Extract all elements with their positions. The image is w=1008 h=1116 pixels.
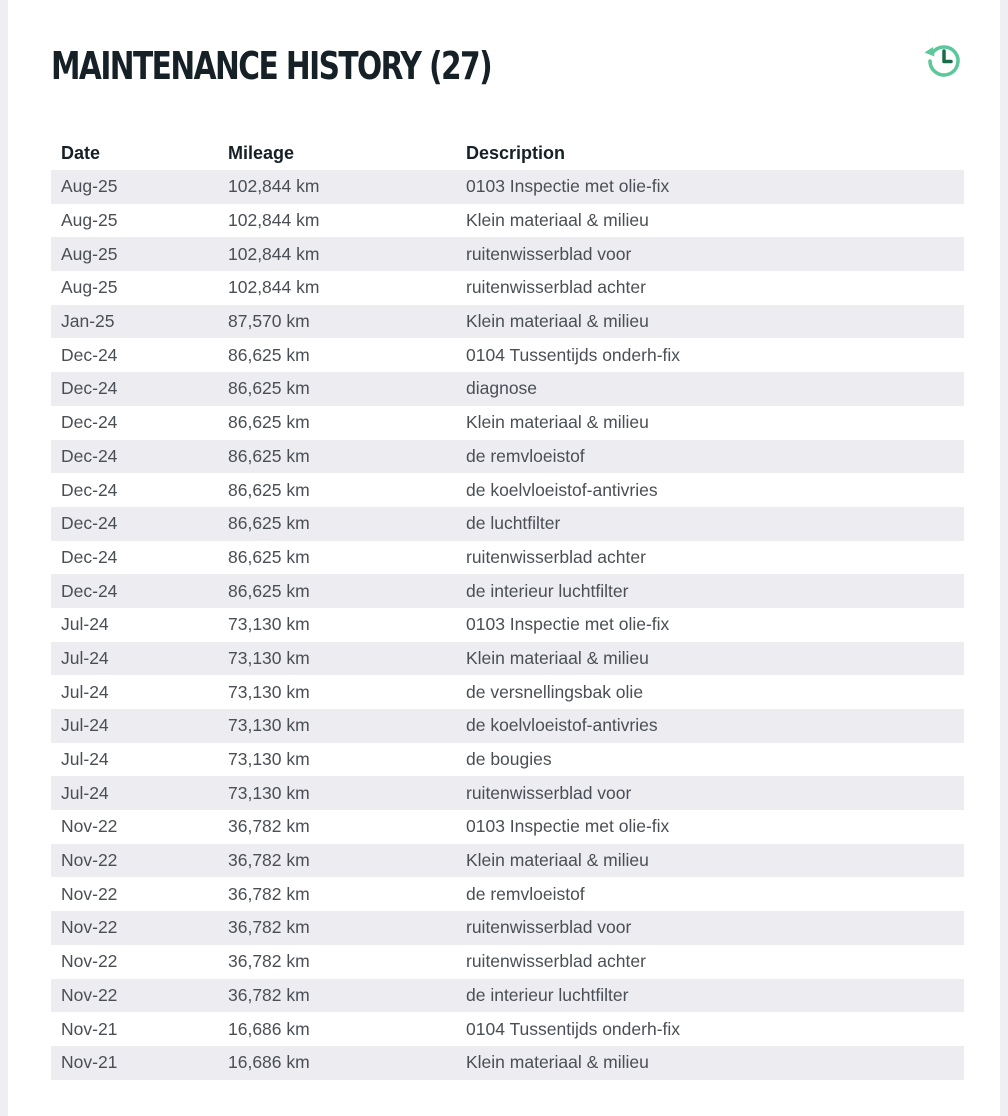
- cell-mileage: 36,782 km: [218, 844, 456, 878]
- cell-description: 0103 Inspectie met olie-fix: [466, 614, 670, 635]
- cell-date: Aug-25: [61, 277, 118, 298]
- cell-date: Dec-24: [51, 507, 218, 541]
- cell-date: Nov-21: [51, 1046, 218, 1080]
- cell-description: ruitenwisserblad achter: [466, 546, 646, 567]
- cell-description: 0104 Tussentijds onderh-fix: [466, 1018, 681, 1039]
- cell-date: Aug-25: [61, 210, 118, 231]
- cell-description: Klein materiaal & milieu: [456, 1046, 964, 1080]
- cell-date: Dec-24: [51, 440, 218, 474]
- cell-description: ruitenwisserblad achter: [466, 951, 646, 972]
- cell-mileage: 36,782 km: [228, 816, 310, 837]
- cell-date: Dec-24: [51, 372, 218, 406]
- table-row: [51, 541, 964, 575]
- cell-date: Jul-24: [51, 709, 218, 743]
- table-row: [51, 844, 964, 878]
- cell-mileage: 86,625 km: [228, 412, 310, 433]
- cell-description: diagnose: [456, 372, 964, 406]
- cell-description: Klein materiaal & milieu: [456, 844, 964, 878]
- cell-mileage: 73,130 km: [218, 642, 456, 676]
- cell-description: de interieur luchtfilter: [456, 574, 964, 608]
- cell-date: Aug-25: [51, 237, 218, 271]
- cell-date: Jul-24: [51, 776, 218, 810]
- card-header: [51, 38, 964, 94]
- cell-description: de interieur luchtfilter: [456, 979, 964, 1013]
- cell-mileage: 102,844 km: [218, 237, 456, 271]
- cell-mileage: 16,686 km: [218, 1046, 456, 1080]
- cell-description: de versnellingsbak olie: [466, 681, 644, 702]
- cell-mileage: 86,625 km: [228, 546, 310, 567]
- cell-date: Jul-24: [61, 749, 109, 770]
- cell-date: Nov-22: [61, 816, 118, 837]
- cell-description: ruitenwisserblad voor: [456, 237, 964, 271]
- table-row: [51, 338, 964, 372]
- cell-mileage: 86,625 km: [218, 372, 456, 406]
- table-row: [51, 372, 964, 406]
- cell-mileage: 73,130 km: [228, 681, 310, 702]
- table-row: [51, 473, 964, 507]
- history-button[interactable]: [922, 38, 966, 82]
- table-row: [51, 979, 964, 1013]
- cell-mileage: 73,130 km: [218, 776, 456, 810]
- cell-description: de koelvloeistof-antivries: [456, 709, 964, 743]
- cell-description: ruitenwisserblad voor: [456, 776, 964, 810]
- maintenance-history-table: [51, 136, 964, 1080]
- table-row: [51, 305, 964, 339]
- table-row: [51, 675, 964, 709]
- cell-mileage: 87,570 km: [218, 305, 456, 339]
- table-row: [51, 911, 964, 945]
- cell-mileage: 86,625 km: [218, 574, 456, 608]
- cell-description: de koelvloeistof-antivries: [466, 479, 658, 500]
- table-row: [51, 810, 964, 844]
- cell-date: Nov-22: [61, 951, 118, 972]
- cell-mileage: 36,782 km: [228, 951, 310, 972]
- column-header-date: Date: [61, 142, 101, 163]
- cell-description: de luchtfilter: [456, 507, 964, 541]
- cell-mileage: 102,844 km: [218, 170, 456, 204]
- cell-description: ruitenwisserblad voor: [456, 911, 964, 945]
- cell-mileage: 86,625 km: [218, 507, 456, 541]
- cell-date: Nov-22: [51, 979, 218, 1013]
- table-row: [51, 271, 964, 305]
- cell-mileage: 86,625 km: [228, 479, 310, 500]
- cell-mileage: 73,130 km: [218, 709, 456, 743]
- cell-description: 0103 Inspectie met olie-fix: [466, 816, 670, 837]
- cell-mileage: 86,625 km: [228, 344, 310, 365]
- table-row: [51, 642, 964, 676]
- table-row: [51, 945, 964, 979]
- cell-mileage: 36,782 km: [218, 979, 456, 1013]
- table-row: [51, 507, 964, 541]
- cell-date: Nov-21: [61, 1018, 118, 1039]
- table-body: [51, 170, 964, 1080]
- cell-mileage: 73,130 km: [228, 749, 310, 770]
- table-row: [51, 440, 964, 474]
- cell-description: de bougies: [466, 749, 552, 770]
- cell-date: Dec-24: [61, 546, 118, 567]
- cell-description: Klein materiaal & milieu: [456, 305, 964, 339]
- history-icon: [922, 38, 966, 82]
- cell-description: Klein materiaal & milieu: [466, 412, 649, 433]
- cell-mileage: 73,130 km: [228, 614, 310, 635]
- cell-description: de remvloeistof: [466, 883, 585, 904]
- cell-date: Dec-24: [61, 344, 118, 365]
- cell-description: Klein materiaal & milieu: [466, 210, 649, 231]
- cell-date: Nov-22: [51, 911, 218, 945]
- cell-description: ruitenwisserblad achter: [466, 277, 646, 298]
- cell-date: Jul-24: [61, 681, 109, 702]
- cell-description: Klein materiaal & milieu: [456, 642, 964, 676]
- cell-description: de remvloeistof: [456, 440, 964, 474]
- cell-date: Nov-22: [61, 883, 118, 904]
- page-title: MAINTENANCE HISTORY (27): [51, 44, 492, 88]
- maintenance-history-card: [8, 0, 1000, 1116]
- table-row: [51, 709, 964, 743]
- table-row: [51, 1012, 964, 1046]
- cell-date: Jan-25: [51, 305, 218, 339]
- cell-date: Jul-24: [51, 642, 218, 676]
- cell-mileage: 36,782 km: [228, 883, 310, 904]
- cell-description: 0103 Inspectie met olie-fix: [456, 170, 964, 204]
- table-row: [51, 877, 964, 911]
- cell-mileage: 16,686 km: [228, 1018, 310, 1039]
- cell-date: Dec-24: [51, 574, 218, 608]
- cell-date: Aug-25: [51, 170, 218, 204]
- table-row: [51, 170, 964, 204]
- table-row: [51, 574, 964, 608]
- column-header-mileage: Mileage: [228, 142, 295, 163]
- table-row: [51, 1046, 964, 1080]
- table-row: [51, 743, 964, 777]
- cell-mileage: 86,625 km: [218, 440, 456, 474]
- table-row: [51, 406, 964, 440]
- cell-mileage: 102,844 km: [228, 210, 320, 231]
- table-header-row: [51, 136, 964, 170]
- cell-mileage: 36,782 km: [218, 911, 456, 945]
- column-header-description: Description: [466, 142, 566, 163]
- table-row: [51, 237, 964, 271]
- table-row: [51, 776, 964, 810]
- cell-date: Dec-24: [61, 412, 118, 433]
- cell-mileage: 102,844 km: [228, 277, 320, 298]
- table-row: [51, 204, 964, 238]
- cell-description: 0104 Tussentijds onderh-fix: [466, 344, 681, 365]
- cell-date: Dec-24: [61, 479, 118, 500]
- cell-date: Nov-22: [51, 844, 218, 878]
- table-row: [51, 608, 964, 642]
- cell-date: Jul-24: [61, 614, 109, 635]
